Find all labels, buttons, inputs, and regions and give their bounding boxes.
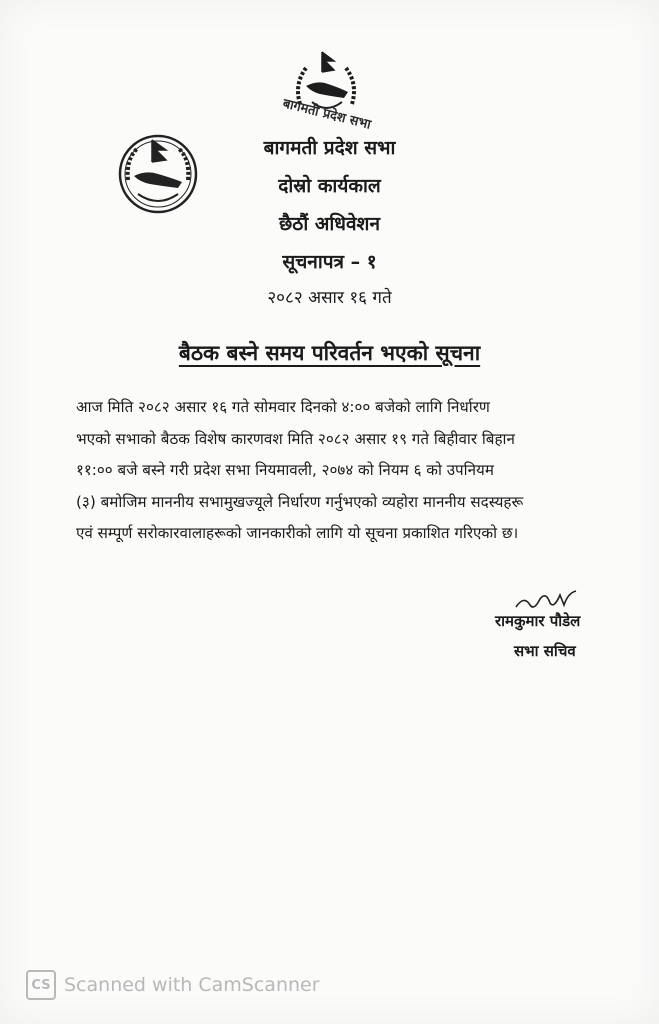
notice-body: [76, 392, 608, 550]
body-line: ११:०० बजे बस्ने गरी प्रदेश सभा नियमावली, २०७४ को नियम ६ को उपनियम: [76, 461, 494, 479]
assembly-name: बागमती प्रदेश सभा: [263, 137, 396, 159]
term-label: दोस्रो कार्यकाल: [278, 175, 381, 197]
session-label: छैठौं अधिवेशन: [278, 213, 381, 235]
body-line: एवं सम्पूर्ण सरोकारवालाहरूको जानकारीको लागि यो सूचना प्रकाशित गरिएको छ।: [76, 524, 519, 542]
notice-number: सूचनापत्र – १: [282, 251, 377, 273]
stamp-text: बागमती प्रदेश सभा: [281, 96, 373, 133]
body-line: (३) बमोजिम माननीय सभामुखज्यूले निर्धारण गर्नुभएको व्यहोरा माननीय सदस्यहरू: [76, 492, 524, 511]
camscanner-icon: CS: [26, 970, 56, 1000]
signatory-name: रामकुमार पौडेल: [495, 612, 581, 630]
camscanner-watermark: [26, 970, 320, 1000]
camscanner-text: Scanned with CamScanner: [64, 974, 320, 996]
notice-title: बैठक बस्ने समय परिवर्तन भएको सूचना: [178, 341, 481, 365]
signatory-designation: सभा सचिव: [514, 642, 576, 660]
body-line: आज मिति २०८२ असार १६ गते सोमवार दिनको ४:०० बजेको लागि निर्धारण: [76, 398, 490, 416]
body-line: भएको सभाको बैठक विशेष कारणवश मिति २०८२ असार १९ गते बिहीवार बिहान: [76, 429, 515, 448]
notice-date: २०८२ असार १६ गते: [267, 288, 392, 308]
